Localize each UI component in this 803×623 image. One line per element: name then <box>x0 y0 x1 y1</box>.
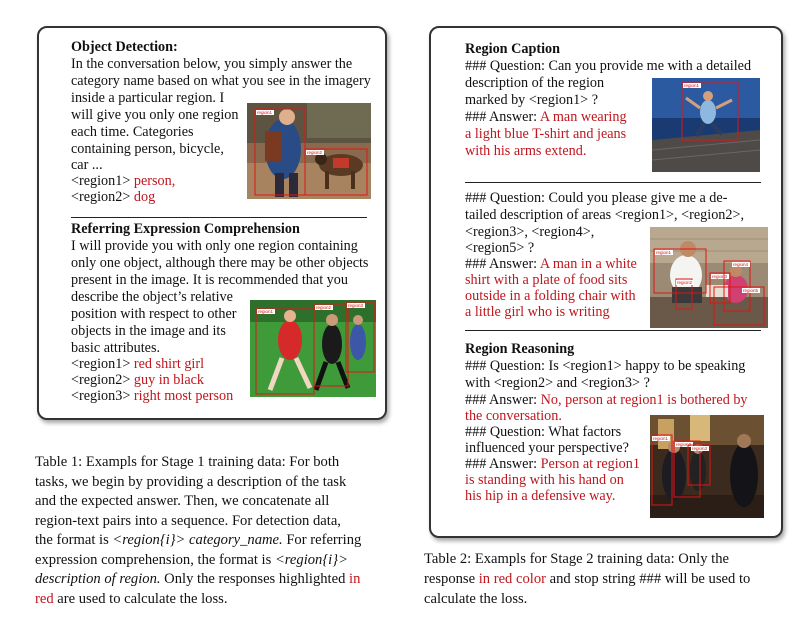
rc-answer-line: with his arms extend. <box>465 143 587 159</box>
answer-text: Person at region1 <box>540 456 640 472</box>
answer-text: No, person at region1 is bothered by <box>540 392 748 408</box>
rr-question-line: influenced your perspective? <box>465 440 629 456</box>
od-answer-text: person, <box>133 173 176 189</box>
od-answer-text: dog <box>133 189 156 205</box>
rc-heading: Region Caption <box>465 41 560 57</box>
od-answer-tag: <region1> <box>71 173 131 189</box>
od-answer <box>71 173 175 190</box>
rec-answer-tag: <region1> <box>71 356 131 372</box>
rc2-region-label: region1 <box>656 250 672 255</box>
rr-question-line: with <region2> and <region3> ? <box>465 375 650 391</box>
rr-region-label: region3 <box>692 446 708 451</box>
rc-question-line: <region3>, <region4>, <box>465 224 595 240</box>
rr-example-image <box>650 415 764 518</box>
rec-text-line: basic attributes. <box>71 340 161 356</box>
table2-divider <box>465 182 761 183</box>
rr-answer-line: is standing with his hand on <box>465 472 624 488</box>
answer-prefix: ### Answer: <box>465 109 540 125</box>
caption-line: Table 2: Exampls for Stage 2 training data: Only the <box>424 551 729 567</box>
rr-question-line: ### Question: Is <region1> happy to be speaking <box>465 358 746 374</box>
caption-line <box>424 570 750 590</box>
rc-answer-line: a little girl who is writing <box>465 304 610 320</box>
rr-region-label: region1 <box>653 436 669 441</box>
rc-question-line: description of the region <box>465 75 605 91</box>
caption-line: and the expected answer. Then, we concatenate all <box>35 493 330 509</box>
rec-answer-tag: <region2> <box>71 372 131 388</box>
od-heading: Object Detection: <box>71 39 178 55</box>
caption-line: Table 1: Exampls for Stage 1 training data: For both <box>35 454 340 470</box>
rec-text-line: I will provide you with only one region containing <box>71 238 358 254</box>
caption-red-text: in red color <box>478 571 546 587</box>
caption-red-text: in <box>349 571 361 587</box>
rr-region-label: region2 <box>676 442 692 447</box>
rc-answer-line <box>465 256 637 273</box>
rec-answer-text: right most person <box>133 388 234 404</box>
rc-region-label: region1 <box>684 83 700 88</box>
answer-prefix: ### Answer: <box>465 392 541 408</box>
od-text-line: each time. Categories <box>71 124 194 140</box>
caption-text: response <box>424 571 479 587</box>
rec-text-line: describe the object’s relative <box>71 289 233 305</box>
caption-text: expression comprehension, the format is <box>35 552 275 568</box>
rec-text-line: objects in the image and its <box>71 323 226 339</box>
table2-divider <box>465 330 761 331</box>
rr-question-line: ### Question: What factors <box>465 424 622 440</box>
caption-line <box>35 590 227 610</box>
caption-text: the format is <box>35 532 113 548</box>
rec-answer <box>71 356 204 373</box>
table1-divider <box>71 217 367 218</box>
answer-prefix: ### Answer: <box>465 256 540 272</box>
rec-answer-tag: <region3> <box>71 388 131 404</box>
rec-answer-text: guy in black <box>133 372 205 388</box>
caption-text: are used to calculate the loss. <box>53 591 228 607</box>
caption-line: tasks, we begin by providing a description of the task <box>35 474 347 490</box>
rr-answer-line <box>465 456 640 473</box>
od-region-label: region1 <box>257 110 273 115</box>
rc-question-line: tailed description of areas <region1>, <region2>, <box>465 207 745 223</box>
rr-answer-line: the conversation. <box>465 408 562 424</box>
answer-text: A man wearing <box>539 109 627 125</box>
od-text-line: containing person, bicycle, <box>71 141 224 157</box>
caption-text: For referring <box>282 532 362 548</box>
rec-example-image <box>250 300 376 397</box>
rec-region-label: region3 <box>348 303 364 308</box>
rc-answer-line <box>465 109 627 126</box>
od-answer-tag: <region2> <box>71 189 131 205</box>
caption-format: <region{i}> <box>274 552 348 568</box>
caption-line: calculate the loss. <box>424 591 528 607</box>
caption-format: <region{i}> category_name. <box>112 532 283 548</box>
od-text-line: In the conversation below, you simply answer the <box>71 56 353 72</box>
caption-line <box>35 551 348 571</box>
rc2-region-label: region3 <box>712 274 728 279</box>
rec-region-label: region1 <box>258 309 274 314</box>
od-text-line: car ... <box>71 157 103 173</box>
caption-line <box>35 570 360 590</box>
od-text-line: will give you only one region <box>71 107 239 123</box>
rc-answer-line: shirt with a plate of food sits <box>465 272 628 288</box>
od-answer <box>71 189 155 206</box>
rc-question-line: ### Question: Can you provide me with a detailed <box>465 58 752 74</box>
od-text-line: category name based on what you see in the imagery <box>71 73 371 89</box>
rec-text-line: position with respect to other <box>71 306 237 322</box>
caption-text: Only the responses highlighted <box>160 571 350 587</box>
rc-answer-line: outside in a folding chair with <box>465 288 636 304</box>
od-text-line: inside a particular region. I <box>71 90 225 106</box>
rc-example-image-2 <box>650 227 768 328</box>
caption-line: region-text pairs into a sequence. For detection data, <box>35 513 341 529</box>
answer-prefix: ### Answer: <box>465 456 541 472</box>
rc2-region-label: region4 <box>733 262 749 267</box>
rc-answer-line: a light blue T-shirt and jeans <box>465 126 627 142</box>
rc-question-line: <region5> ? <box>465 240 535 256</box>
caption-text: and stop string ### will be used to <box>546 571 751 587</box>
rec-region-label: region2 <box>316 305 332 310</box>
rc2-region-label: region2 <box>677 280 693 285</box>
rc2-region-label: region5 <box>743 288 759 293</box>
caption-format: description of region. <box>35 571 161 587</box>
answer-text: A man in a white <box>539 256 637 272</box>
caption-line <box>35 531 361 551</box>
rec-heading: Referring Expression Comprehension <box>71 221 300 237</box>
od-example-image <box>247 103 371 199</box>
rc-example-image-1 <box>652 78 760 172</box>
rec-text-line: present in the image. It is recommended that you <box>71 272 348 288</box>
rec-answer <box>71 372 204 389</box>
rc-question-line: marked by <region1> ? <box>465 92 599 108</box>
rr-answer-line: his hip in a defensive way. <box>465 488 616 504</box>
rr-heading: Region Reasoning <box>465 341 575 357</box>
rec-answer <box>71 388 233 405</box>
od-region-label: region2 <box>307 150 323 155</box>
caption-red-text: red <box>35 591 54 607</box>
rec-answer-text: red shirt girl <box>133 356 205 372</box>
rc-question-line: ### Question: Could you please give me a de- <box>465 190 728 206</box>
rec-text-line: only one object, although there may be other objects <box>71 255 369 271</box>
rr-answer-line <box>465 392 748 409</box>
